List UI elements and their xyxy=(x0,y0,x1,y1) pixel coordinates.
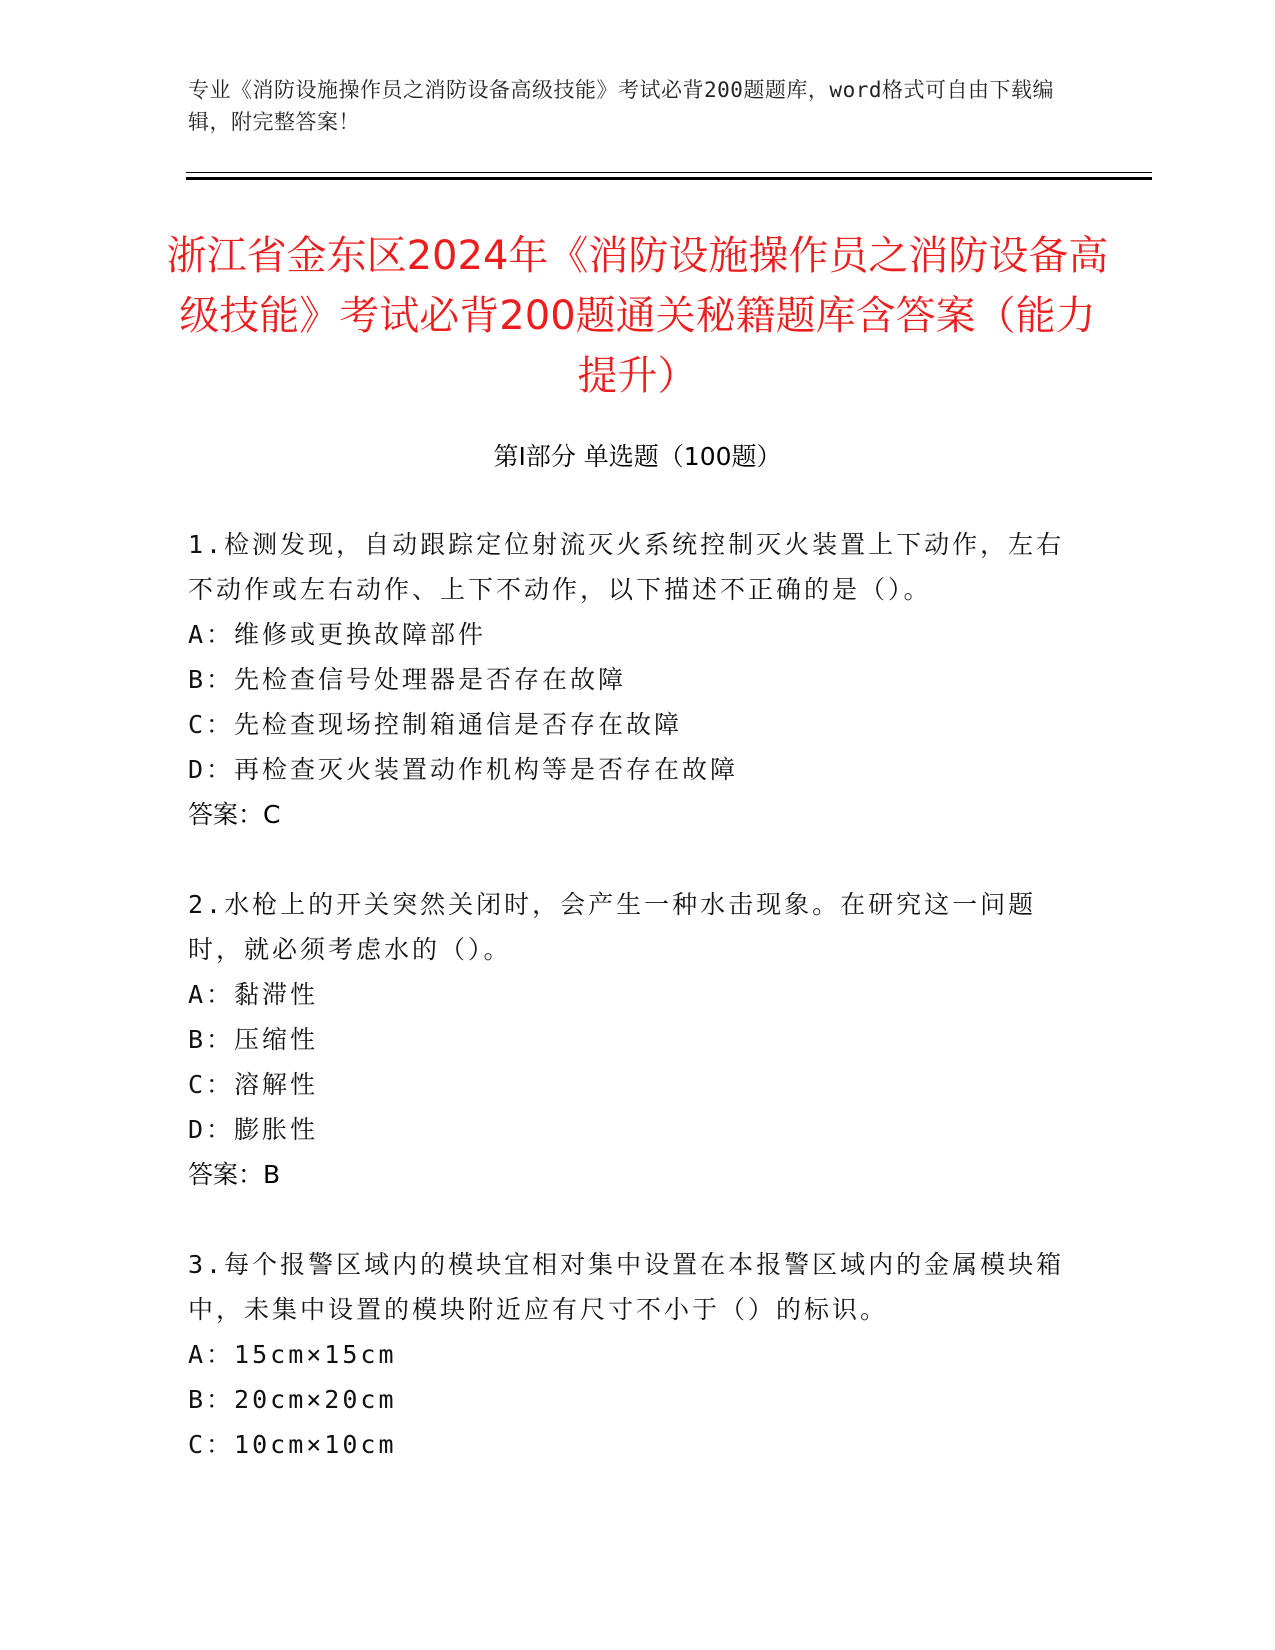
option-b: B：压缩性 xyxy=(188,1025,319,1054)
option-a: A：15cm×15cm xyxy=(188,1340,397,1369)
question-stem: 3.每个报警区域内的模块宜相对集中设置在本报警区域内的金属模块箱中，未集中设置的模块附近应有尺寸不小于（）的标识。 xyxy=(188,1250,1065,1324)
option-c: C：先检查现场控制箱通信是否存在故障 xyxy=(188,710,683,739)
header-rule-thick xyxy=(186,177,1152,180)
answer: 答案：C xyxy=(188,800,281,829)
question-stem: 2.水枪上的开关突然关闭时，会产生一种水击现象。在研究这一问题时，就必须考虑水的（）。 xyxy=(188,890,1037,964)
header-rule-thin xyxy=(186,172,1152,173)
option-d: D：膨胀性 xyxy=(188,1115,319,1144)
question-2 xyxy=(188,882,1068,1197)
question-3 xyxy=(188,1242,1068,1467)
option-d: D：再检查灭火装置动作机构等是否存在故障 xyxy=(188,755,739,784)
document-title: 浙江省金东区2024年《消防设施操作员之消防设备高级技能》考试必背200题通关秘籍题库含答案（能力提升） xyxy=(166,233,1109,399)
option-c: C：10cm×10cm xyxy=(188,1430,397,1459)
option-b: B：20cm×20cm xyxy=(188,1385,397,1414)
option-a: A：黏滞性 xyxy=(188,980,319,1009)
option-b: B：先检查信号处理器是否存在故障 xyxy=(188,665,627,694)
answer: 答案：B xyxy=(188,1160,281,1189)
option-a: A：维修或更换故障部件 xyxy=(188,620,487,649)
question-stem: 1.检测发现，自动跟踪定位射流灭火系统控制灭火装置上下动作，左右不动作或左右动作、上下不动作，以下描述不正确的是（）。 xyxy=(188,530,1065,604)
option-c: C：溶解性 xyxy=(188,1070,319,1099)
section-title: 第Ⅰ部分 单选题（100题） xyxy=(493,442,782,471)
header-note: 专业《消防设施操作员之消防设备高级技能》考试必背200题题库，word格式可自由下载编辑，附完整答案！ xyxy=(188,78,1054,134)
question-1 xyxy=(188,522,1068,837)
